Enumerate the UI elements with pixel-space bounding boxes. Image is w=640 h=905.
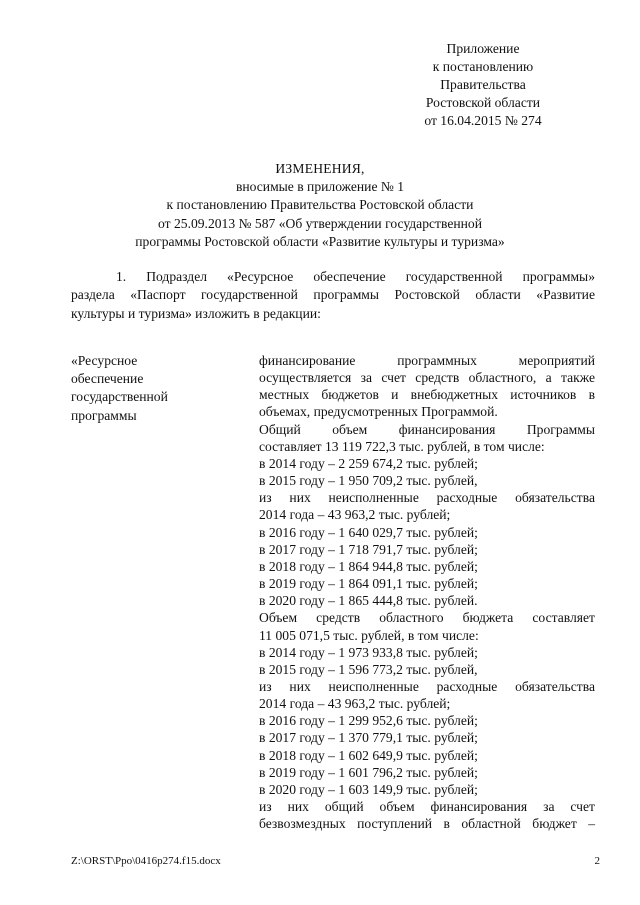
right-cell-line: в 2017 году – 1 370 779,1 тыс. рублей;: [259, 730, 478, 746]
right-cell-line: Объем средств областного бюджета составляет: [259, 610, 595, 626]
footer-file-path: Z:\ORST\Ppo\0416p274.f15.docx: [71, 855, 221, 867]
appendix-line: от 16.04.2015 № 274: [424, 113, 542, 128]
left-cell-line: «Ресурсное: [71, 353, 138, 368]
right-cell-line: в 2015 году – 1 596 773,2 тыс. рублей,: [259, 661, 478, 677]
intro-paragraph: [71, 268, 595, 323]
right-cell-line: в 2017 году – 1 718 791,7 тыс. рублей;: [259, 541, 478, 557]
left-cell-line: обеспечение: [71, 371, 144, 387]
page-number: 2: [594, 855, 600, 867]
table-right-cell: [259, 352, 595, 832]
right-cell-line: местных бюджетов и внебюджетных источников в: [259, 387, 595, 403]
title-line: программы Ростовской области «Развитие культуры и туризма»: [135, 233, 505, 249]
right-cell-line: в 2019 году – 1 864 091,1 тыс. рублей;: [259, 576, 478, 592]
title-line: вносимые в приложение № 1: [235, 179, 405, 195]
right-cell-line: в 2014 году – 1 973 933,8 тыс. рублей;: [259, 644, 478, 660]
intro-line: 1. Подраздел «Ресурсное обеспечение государственной программы»: [116, 269, 595, 284]
right-cell-line: Общий объем финансирования Программы: [259, 421, 595, 437]
left-cell-line: государственной: [71, 389, 168, 405]
right-cell-line: в 2020 году – 1 865 444,8 тыс. рублей.: [259, 593, 478, 609]
appendix-line: к постановлению: [432, 59, 534, 74]
right-cell-line: 2014 года – 43 963,2 тыс. рублей;: [259, 507, 451, 523]
right-cell-line: 2014 года – 43 963,2 тыс. рублей;: [259, 696, 451, 712]
right-cell-line: объемах, предусмотренных Программой.: [259, 404, 498, 420]
appendix-line: Ростовской области: [425, 95, 541, 110]
title-line: от 25.09.2013 № 587 «Об утверждении государственной: [158, 215, 482, 231]
right-cell-line: в 2018 году – 1 864 944,8 тыс. рублей;: [259, 558, 478, 574]
title-heading: ИЗМЕНЕНИЯ,: [275, 161, 365, 176]
right-cell-line: осуществляется за счет средств областного, а также: [259, 370, 595, 386]
right-cell-line: 11 005 071,5 тыс. рублей, в том числе:: [259, 627, 479, 643]
left-cell-line: программы: [71, 407, 137, 423]
title-line: к постановлению Правительства Ростовской области: [166, 197, 474, 213]
right-cell-line: финансирование программных мероприятий: [259, 353, 595, 368]
appendix-header: [383, 40, 583, 130]
right-cell-line: из них неисполненные расходные обязательства: [259, 678, 595, 694]
right-cell-line: в 2019 году – 1 601 796,2 тыс. рублей;: [259, 764, 478, 780]
right-cell-line: в 2018 году – 1 602 649,9 тыс. рублей;: [259, 747, 478, 763]
intro-line: раздела «Паспорт государственной программы Ростовской области «Развитие: [71, 287, 595, 303]
right-cell-line: в 2016 году – 1 299 952,6 тыс. рублей;: [259, 713, 478, 729]
document-title: [0, 160, 640, 251]
right-cell-line: из них общий объем финансирования за счет: [259, 799, 595, 815]
right-cell-line: составляет 13 119 722,3 тыс. рублей, в том числе:: [259, 438, 545, 454]
right-cell-line: из них неисполненные расходные обязательства: [259, 490, 595, 506]
right-cell-line: в 2014 году – 2 259 674,2 тыс. рублей;: [259, 455, 478, 471]
appendix-line: Приложение: [446, 41, 520, 56]
intro-line: культуры и туризма» изложить в редакции:: [71, 305, 321, 321]
table-left-cell: [71, 352, 241, 425]
right-cell-line: в 2016 году – 1 640 029,7 тыс. рублей;: [259, 524, 478, 540]
right-cell-line: в 2015 году – 1 950 709,2 тыс. рублей,: [259, 473, 478, 489]
right-cell-line: безвозмездных поступлений в областной бюджет –: [259, 816, 595, 832]
right-cell-line: в 2020 году – 1 603 149,9 тыс. рублей;: [259, 781, 478, 797]
appendix-line: Правительства: [440, 77, 526, 92]
